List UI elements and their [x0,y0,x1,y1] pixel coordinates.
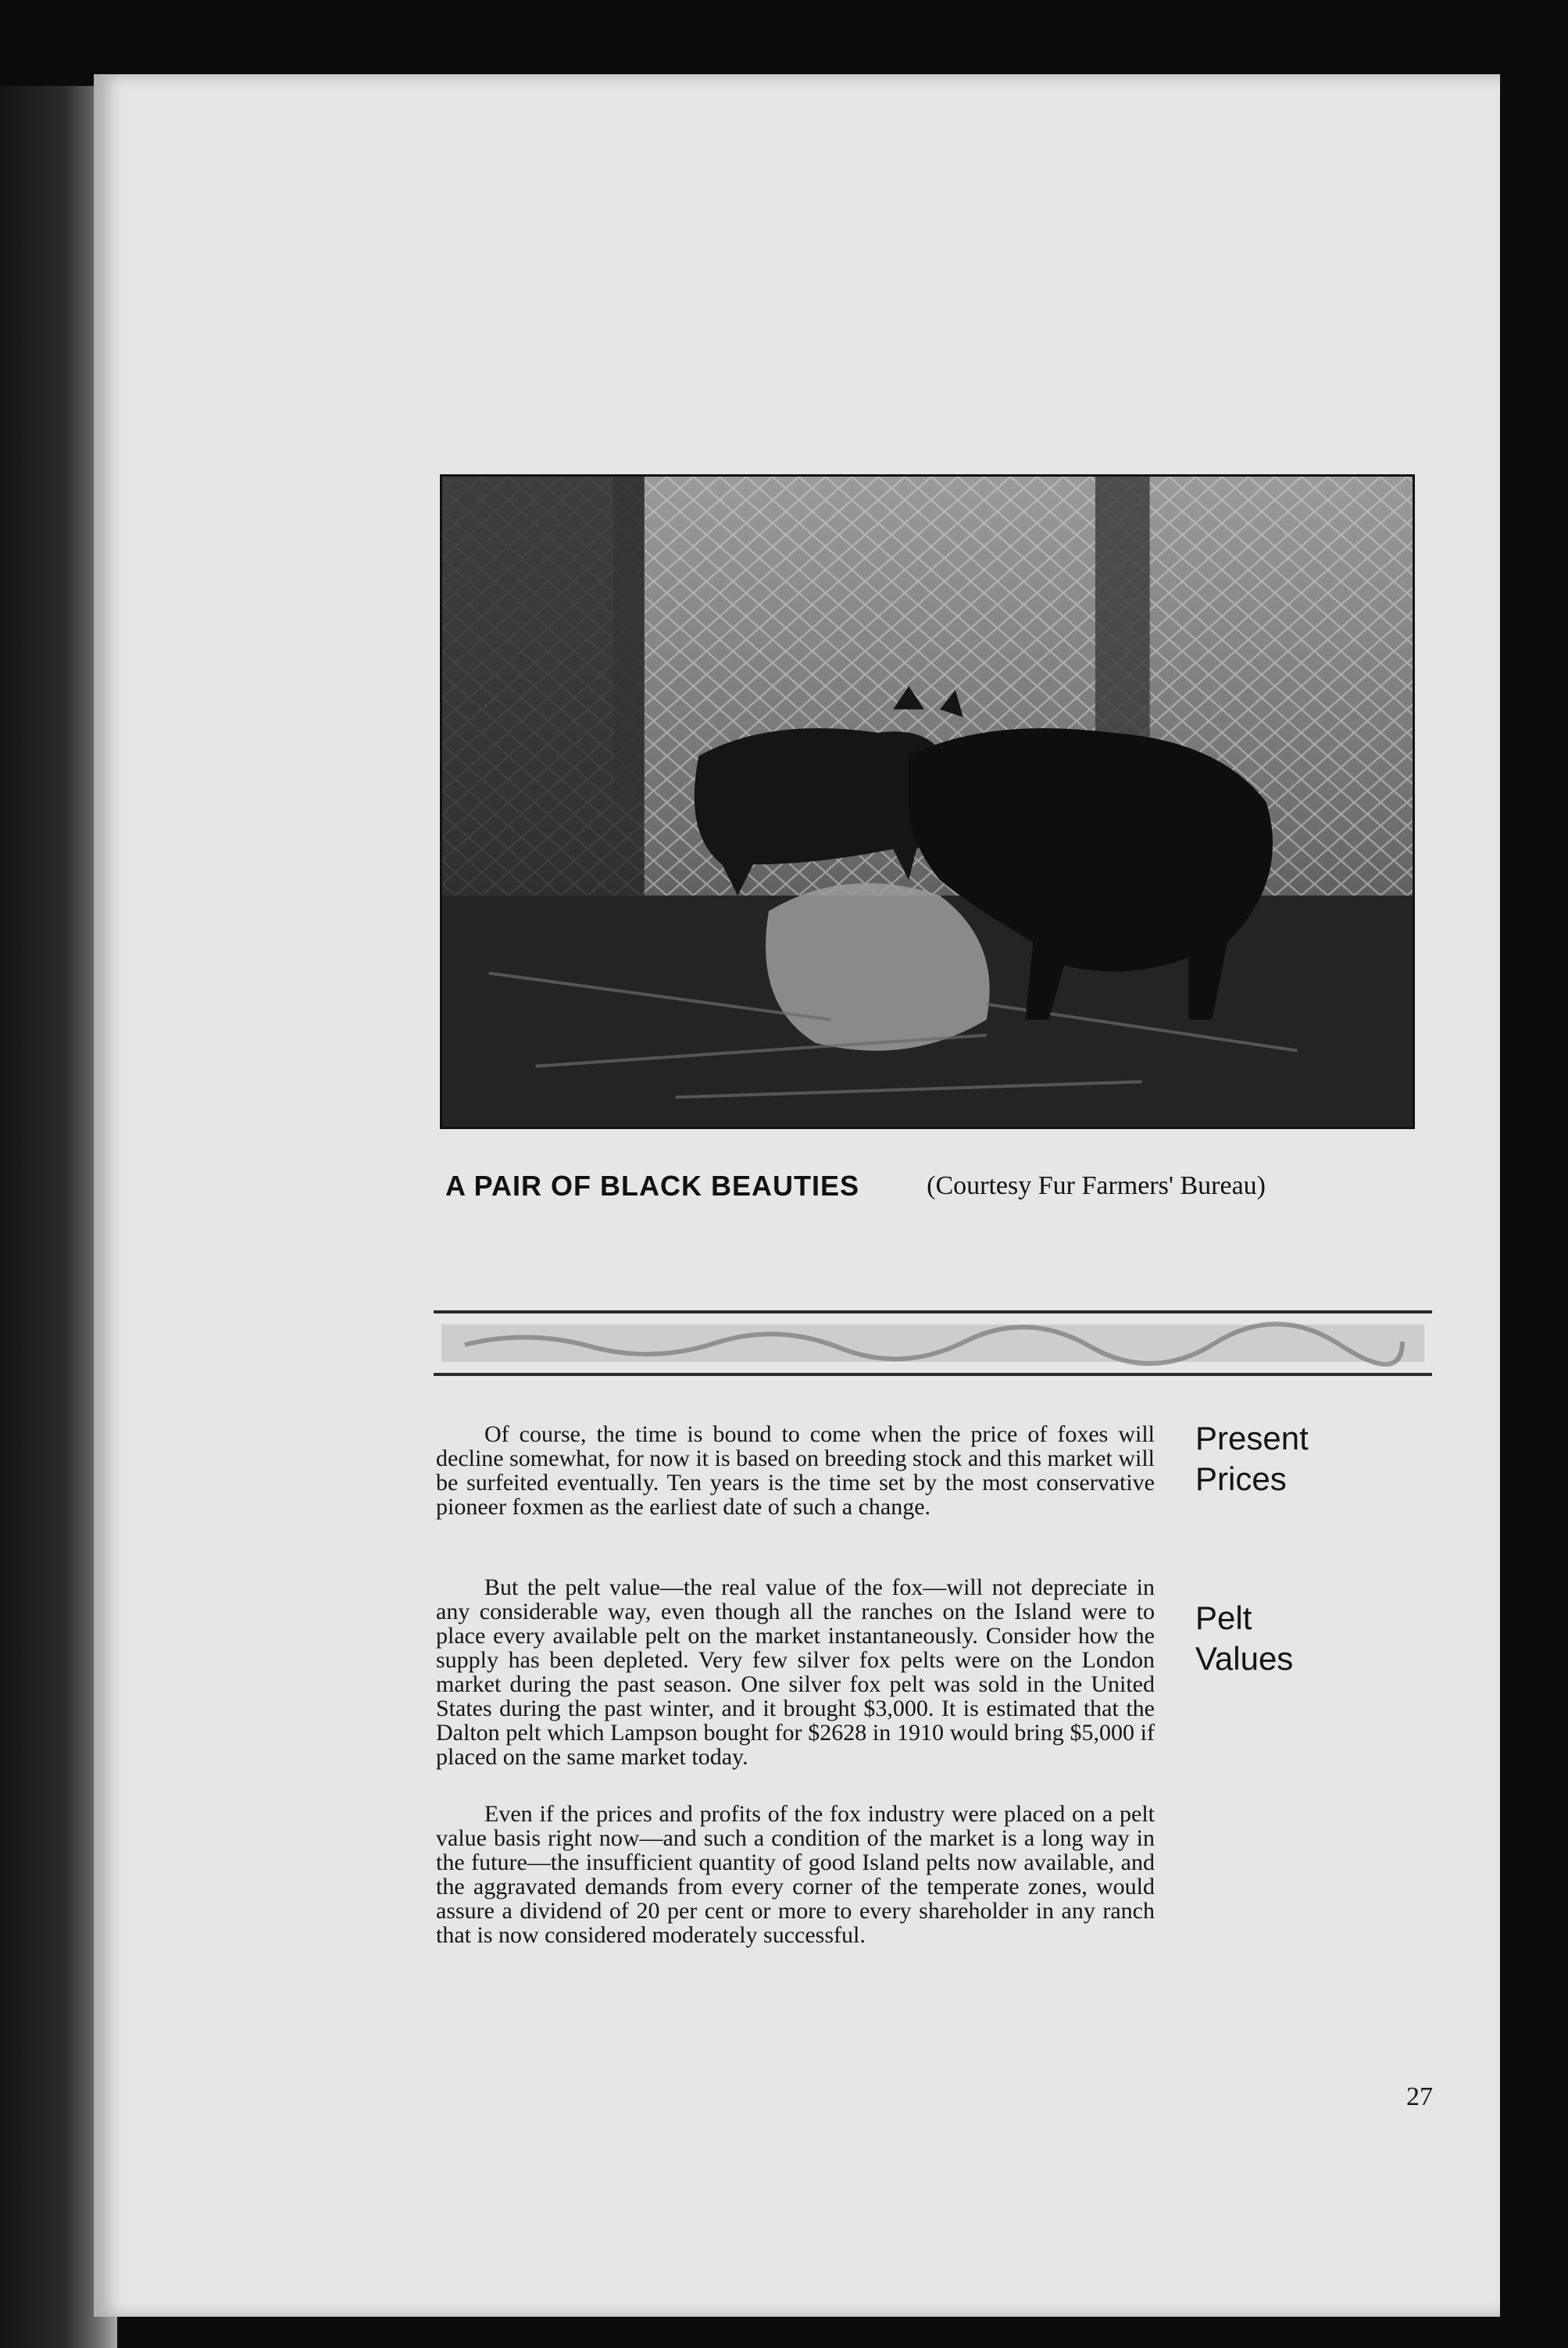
paragraph-present-prices: Of course, the time is bound to come when the price of foxes will decline somewhat, for now it is based on breeding stock and this market will be surfeited eventually. Ten years is the time set by the most conservative pioneer foxmen as the earliest date of such a change. [436,1421,1155,1520]
paragraph-dividend: Even if the prices and profits of the fox industry were placed on a pelt value basis right now—and such a condition of the market is a long way in the future—the insufficient quantity of good Island pelts now available, and the aggravated demands from every corner of the temperate zones, would assure a dividend of 20 per cent or more to every shareholder in any ranch that is now considered moderately successful. [436,1801,1155,1948]
photo-caption-credit: (Courtesy Fur Farmers' Bureau) [927,1171,1266,1200]
book-page [94,74,1500,2317]
photo-caption-title: A PAIR OF BLACK BEAUTIES [445,1170,860,1202]
side-heading-line: Prices [1195,1460,1287,1497]
side-heading-line: Values [1195,1640,1294,1677]
article-body [436,1422,1155,1947]
side-heading-line: Pelt [1195,1599,1252,1636]
side-heading-line: Present [1195,1420,1309,1456]
side-heading-pelt-values [1195,1598,1391,1679]
fox-photograph [440,474,1415,1129]
side-heading-present-prices [1195,1418,1391,1499]
paragraph-pelt-values: But the pelt value—the real value of the fox—will not depreciate in any considerable way, even though all the ranches on the Island were to place every available pelt on the market instantaneously. Consider how the supply has been depleted. Very few silver fox pelts were on the London market during the past season. One silver fox pelt was sold in the United States during the past winter, and it brought $3,000. It is estimated that the Dalton pelt which Lampson bought for $2628 in 1910 would bring $5,000 if placed on the same market today. [436,1574,1155,1770]
page-number: 27 [1406,2082,1433,2111]
decorative-divider [434,1306,1432,1381]
